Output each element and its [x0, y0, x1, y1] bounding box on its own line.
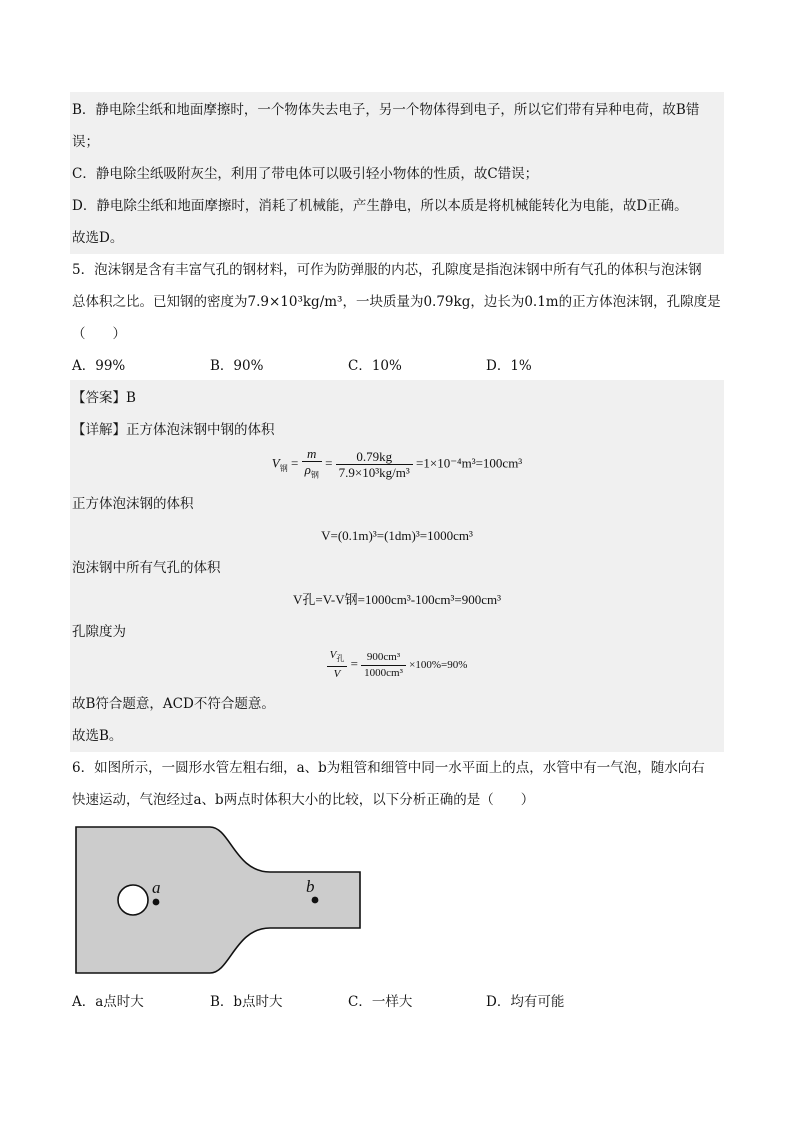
q5-cube-volume-label: 正方体泡沫钢的体积 — [72, 496, 194, 512]
eq1-rho-sub: 钢 — [310, 470, 319, 480]
q5-equation-steel-volume: $V_钢$ = $\frac{m}{\rho_钢}$ = $\frac{0.79kg}{\text{7.9×10³kg/m³}}$ =1×10⁻⁴m³=100cm³ — [70, 446, 724, 483]
eq4-numerator: 900cm³ — [361, 650, 406, 666]
eq4-v-pore: V — [329, 649, 337, 661]
eq4-fraction-numeric — [361, 650, 406, 681]
q5-pore-volume-label: 泡沫钢中所有气孔的体积 — [72, 560, 221, 576]
eq1-mass: m — [307, 446, 317, 461]
q5-equation-cube-volume: V=(0.1m)³=(1dm)³=1000cm³ — [321, 528, 473, 543]
q5-detail-label: 【详解】正方体泡沫钢中钢的体积 — [72, 422, 275, 438]
eq4-denominator: 1000cm³ — [364, 666, 403, 679]
q6-option-a[interactable]: A．a点时大 — [72, 994, 144, 1010]
q5-equation-pore-volume: V孔=V-V钢=1000cm³-100cm³=900cm³ — [293, 592, 501, 607]
eq1-fraction-symbolic — [302, 446, 322, 483]
eq4-result: ×100%=90% — [409, 659, 468, 672]
q5-stem-line3: （ ） — [72, 326, 126, 342]
point-b-dot — [312, 897, 319, 904]
eq1-lhs: V — [271, 455, 280, 471]
analysis-option-d: D．静电除尘纸和地面摩擦时，消耗了机械能，产生静电，所以本质是将机械能转化为电能，故D正确。 — [72, 198, 688, 214]
q6-stem-line2: 快速运动，气泡经过a、b两点时体积大小的比较，以下分析正确的是（ ） — [72, 792, 535, 808]
eq1-denominator: 7.9×10³kg/m³ — [338, 464, 410, 480]
q5-porosity-label: 孔隙度为 — [72, 624, 126, 640]
q6-option-b[interactable]: B．b点时大 — [210, 994, 283, 1010]
q5-equation-porosity: $\frac{V_孔}{V}$ = $\frac{\text{900cm³}}{\text{1000cm³}}$ ×100%=90% — [70, 648, 724, 682]
analysis-choice: 故选D。 — [72, 230, 124, 246]
q6-option-c[interactable]: C．一样大 — [348, 994, 413, 1010]
analysis-option-b-cont: 误； — [72, 134, 99, 150]
eq1-result: =1×10⁻⁴m³=100cm³ — [416, 455, 523, 471]
eq4-v-total: V — [333, 668, 341, 681]
q5-choice: 故选B。 — [72, 728, 123, 744]
q5-stem-line1: 5．泡沫钢是含有丰富气孔的钢材料，可作为防弹服的内芯，孔隙度是指泡沫钢中所有气孔的体积与泡沫钢 — [72, 262, 702, 278]
q5-conclusion: 故B符合题意，ACD不符合题意。 — [72, 696, 275, 712]
q6-stem-line1: 6．如图所示，一圆形水管左粗右细，a、b为粗管和细管中同一水平面上的点，水管中有一气泡，随水向右 — [72, 760, 705, 776]
analysis-option-c: C．静电除尘纸吸附灰尘，利用了带电体可以吸引轻小物体的性质，故C错误； — [72, 166, 539, 182]
eq4-fraction-symbolic — [327, 648, 348, 682]
q5-option-c[interactable]: C．10% — [348, 358, 402, 374]
eq1-numerator: 0.79kg — [336, 449, 413, 465]
point-a-dot — [153, 899, 160, 906]
q5-answer: 【答案】B — [72, 390, 136, 406]
q6-option-d[interactable]: D．均有可能 — [486, 994, 565, 1010]
analysis-option-b: B．静电除尘纸和地面摩擦时，一个物体失去电子，另一个物体得到电子，所以它们带有异种电荷，故B错 — [72, 102, 700, 118]
point-b-label: b — [306, 877, 315, 896]
eq1-lhs-sub: 钢 — [279, 463, 288, 473]
q5-option-d[interactable]: D．1% — [486, 358, 532, 374]
q5-option-a[interactable]: A．99% — [72, 358, 126, 374]
eq1-fraction-numeric — [336, 449, 413, 480]
q5-option-b[interactable]: B．90% — [210, 358, 264, 374]
q6-pipe-figure — [70, 822, 370, 982]
eq1-rho: ρ — [304, 462, 311, 477]
air-bubble — [118, 885, 148, 915]
q5-stem-line2: 总体积之比。已知钢的密度为7.9×10³kg/m³，一块质量为0.79kg，边长为0.1m的正方体泡沫钢，孔隙度是 — [72, 294, 721, 310]
point-a-label: a — [152, 878, 161, 897]
eq4-v-pore-sub: 孔 — [336, 654, 345, 664]
